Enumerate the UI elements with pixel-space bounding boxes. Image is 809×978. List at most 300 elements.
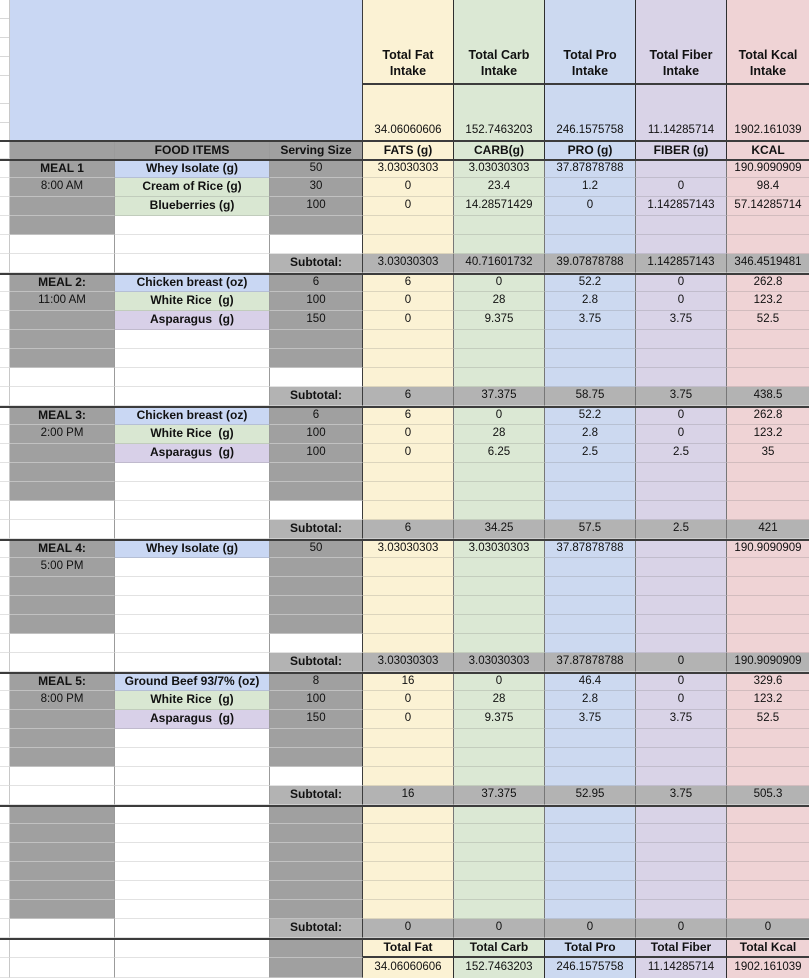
pro-cell[interactable] bbox=[545, 900, 636, 919]
fats-cell[interactable] bbox=[363, 634, 454, 653]
fats-cell[interactable] bbox=[363, 748, 454, 767]
carb-cell[interactable] bbox=[454, 577, 545, 596]
kcal-cell[interactable] bbox=[727, 463, 809, 482]
subtotal-carb-cell[interactable]: 0 bbox=[454, 919, 545, 938]
fats-cell[interactable] bbox=[363, 216, 454, 235]
subtotal-pro-cell[interactable]: 57.5 bbox=[545, 520, 636, 539]
carb-cell[interactable]: 9.375 bbox=[454, 710, 545, 729]
meal-spacer-cell[interactable] bbox=[10, 615, 115, 634]
pro-cell[interactable] bbox=[545, 862, 636, 881]
serving-size-cell[interactable] bbox=[270, 634, 363, 653]
fats-cell[interactable] bbox=[363, 729, 454, 748]
carb-cell[interactable] bbox=[454, 349, 545, 368]
pro-column-header[interactable]: PRO (g) bbox=[545, 142, 636, 159]
food-item-cell[interactable]: Asparagus (g) bbox=[115, 710, 270, 729]
fiber-cell[interactable] bbox=[636, 577, 727, 596]
kcal-cell[interactable]: 262.8 bbox=[727, 408, 809, 425]
pro-cell[interactable]: 3.75 bbox=[545, 311, 636, 330]
kcal-cell[interactable]: 262.8 bbox=[727, 275, 809, 292]
serving-size-cell[interactable] bbox=[270, 807, 363, 824]
fiber-cell[interactable]: 0 bbox=[636, 275, 727, 292]
subtotal-pro-cell[interactable]: 0 bbox=[545, 919, 636, 938]
meal-label-cell[interactable]: MEAL 4: bbox=[10, 541, 115, 558]
fats-cell[interactable]: 3.03030303 bbox=[363, 541, 454, 558]
fiber-cell[interactable] bbox=[636, 881, 727, 900]
subtotal-kcal-cell[interactable]: 190.9090909 bbox=[727, 653, 809, 672]
fiber-cell[interactable]: 0 bbox=[636, 292, 727, 311]
subtotal-kcal-cell[interactable]: 346.4519481 bbox=[727, 254, 809, 273]
kcal-cell[interactable]: 123.2 bbox=[727, 292, 809, 311]
carb-cell[interactable]: 3.03030303 bbox=[454, 541, 545, 558]
fats-cell[interactable] bbox=[363, 501, 454, 520]
fats-cell[interactable]: 0 bbox=[363, 292, 454, 311]
kcal-cell[interactable] bbox=[727, 824, 809, 843]
pro-cell[interactable] bbox=[545, 463, 636, 482]
subtotal-kcal-cell[interactable]: 505.3 bbox=[727, 786, 809, 805]
food-item-cell[interactable]: Chicken breast (oz) bbox=[115, 275, 270, 292]
carb-cell[interactable] bbox=[454, 634, 545, 653]
meal-spacer-cell[interactable] bbox=[10, 463, 115, 482]
meal-spacer-cell[interactable] bbox=[10, 235, 115, 254]
fats-cell[interactable] bbox=[363, 862, 454, 881]
pro-cell[interactable] bbox=[545, 482, 636, 501]
carb-cell[interactable] bbox=[454, 767, 545, 786]
fats-cell[interactable] bbox=[363, 824, 454, 843]
meal-time-cell[interactable] bbox=[10, 824, 115, 843]
fiber-cell[interactable] bbox=[636, 767, 727, 786]
fats-cell[interactable]: 0 bbox=[363, 444, 454, 463]
kcal-cell[interactable]: 52.5 bbox=[727, 311, 809, 330]
fiber-cell[interactable] bbox=[636, 596, 727, 615]
fats-cell[interactable] bbox=[363, 577, 454, 596]
total-carb-value[interactable]: 152.7463203 bbox=[454, 958, 545, 978]
fiber-cell[interactable] bbox=[636, 558, 727, 577]
serving-size-cell[interactable] bbox=[270, 615, 363, 634]
subtotal-pro-cell[interactable]: 52.95 bbox=[545, 786, 636, 805]
kcal-cell[interactable] bbox=[727, 881, 809, 900]
serving-size-cell[interactable]: 100 bbox=[270, 292, 363, 311]
subtotal-fats-cell[interactable]: 3.03030303 bbox=[363, 653, 454, 672]
food-item-cell[interactable] bbox=[115, 653, 270, 672]
carb-cell[interactable]: 23.4 bbox=[454, 178, 545, 197]
carb-cell[interactable] bbox=[454, 368, 545, 387]
kcal-cell[interactable] bbox=[727, 767, 809, 786]
subtotal-carb-cell[interactable]: 37.375 bbox=[454, 387, 545, 406]
food-item-cell[interactable] bbox=[115, 881, 270, 900]
serving-size-cell[interactable] bbox=[270, 596, 363, 615]
carb-cell[interactable] bbox=[454, 501, 545, 520]
fiber-cell[interactable]: 0 bbox=[636, 408, 727, 425]
food-item-cell[interactable]: Asparagus (g) bbox=[115, 444, 270, 463]
fats-cell[interactable] bbox=[363, 482, 454, 501]
food-item-cell[interactable] bbox=[115, 596, 270, 615]
top-left-blue-area[interactable] bbox=[10, 85, 363, 140]
carb-column-header[interactable]: CARB(g) bbox=[454, 142, 545, 159]
carb-cell[interactable]: 0 bbox=[454, 408, 545, 425]
food-item-cell[interactable] bbox=[115, 387, 270, 406]
kcal-cell[interactable] bbox=[727, 900, 809, 919]
fats-column-header[interactable]: FATS (g) bbox=[363, 142, 454, 159]
kcal-cell[interactable] bbox=[727, 368, 809, 387]
pro-cell[interactable] bbox=[545, 615, 636, 634]
fats-cell[interactable]: 6 bbox=[363, 275, 454, 292]
fiber-cell[interactable] bbox=[636, 807, 727, 824]
carb-cell[interactable]: 0 bbox=[454, 674, 545, 691]
food-item-cell[interactable] bbox=[115, 634, 270, 653]
kcal-cell[interactable] bbox=[727, 807, 809, 824]
serving-size-cell[interactable] bbox=[270, 900, 363, 919]
meal-spacer-cell[interactable] bbox=[10, 900, 115, 919]
carb-cell[interactable] bbox=[454, 748, 545, 767]
pro-cell[interactable]: 52.2 bbox=[545, 275, 636, 292]
serving-size-cell[interactable]: 50 bbox=[270, 161, 363, 178]
fiber-cell[interactable] bbox=[636, 634, 727, 653]
pro-cell[interactable] bbox=[545, 634, 636, 653]
fiber-cell[interactable] bbox=[636, 463, 727, 482]
carb-cell[interactable]: 6.25 bbox=[454, 444, 545, 463]
total-fiber-intake-header[interactable]: Total Fiber Intake bbox=[636, 0, 727, 85]
kcal-column-header[interactable]: KCAL bbox=[727, 142, 809, 159]
meal-spacer-cell[interactable] bbox=[10, 729, 115, 748]
meal-spacer-cell[interactable] bbox=[10, 843, 115, 862]
kcal-cell[interactable]: 190.9090909 bbox=[727, 541, 809, 558]
meal-spacer-cell[interactable] bbox=[10, 940, 115, 958]
fats-cell[interactable]: 0 bbox=[363, 710, 454, 729]
serving-size-cell[interactable]: 100 bbox=[270, 691, 363, 710]
carb-cell[interactable] bbox=[454, 482, 545, 501]
pro-cell[interactable]: 0 bbox=[545, 197, 636, 216]
kcal-cell[interactable] bbox=[727, 634, 809, 653]
pro-cell[interactable] bbox=[545, 843, 636, 862]
food-item-cell[interactable] bbox=[115, 235, 270, 254]
carb-cell[interactable] bbox=[454, 862, 545, 881]
total-pro-label[interactable]: Total Pro bbox=[545, 940, 636, 958]
carb-cell[interactable] bbox=[454, 615, 545, 634]
serving-size-cell[interactable] bbox=[270, 558, 363, 577]
total-fiber-label[interactable]: Total Fiber bbox=[636, 940, 727, 958]
food-item-cell[interactable] bbox=[115, 520, 270, 539]
fiber-cell[interactable]: 2.5 bbox=[636, 444, 727, 463]
pro-cell[interactable] bbox=[545, 807, 636, 824]
carb-cell[interactable] bbox=[454, 235, 545, 254]
serving-size-header[interactable]: Serving Size bbox=[270, 142, 363, 159]
carb-cell[interactable] bbox=[454, 729, 545, 748]
fats-cell[interactable]: 0 bbox=[363, 178, 454, 197]
total-kcal-label[interactable]: Total Kcal bbox=[727, 940, 809, 958]
serving-size-cell[interactable]: 100 bbox=[270, 444, 363, 463]
top-left-blue-area[interactable] bbox=[10, 0, 363, 85]
meal-spacer-cell[interactable] bbox=[10, 330, 115, 349]
pro-cell[interactable] bbox=[545, 501, 636, 520]
kcal-cell[interactable] bbox=[727, 349, 809, 368]
subtotal-pro-cell[interactable]: 58.75 bbox=[545, 387, 636, 406]
meal-label-cell[interactable]: MEAL 2: bbox=[10, 275, 115, 292]
serving-size-cell[interactable] bbox=[270, 748, 363, 767]
carb-cell[interactable] bbox=[454, 216, 545, 235]
fats-cell[interactable] bbox=[363, 235, 454, 254]
food-item-cell[interactable] bbox=[115, 824, 270, 843]
serving-size-cell[interactable] bbox=[270, 862, 363, 881]
pro-cell[interactable] bbox=[545, 349, 636, 368]
pro-cell[interactable] bbox=[545, 824, 636, 843]
food-item-cell[interactable] bbox=[115, 368, 270, 387]
serving-size-cell[interactable]: 100 bbox=[270, 425, 363, 444]
food-item-cell[interactable] bbox=[115, 940, 270, 958]
meal-spacer-cell[interactable] bbox=[10, 444, 115, 463]
fiber-cell[interactable] bbox=[636, 824, 727, 843]
carb-cell[interactable] bbox=[454, 900, 545, 919]
meal-spacer-cell[interactable] bbox=[10, 881, 115, 900]
total-fat-intake-value[interactable]: 34.06060606 bbox=[363, 85, 454, 140]
kcal-cell[interactable] bbox=[727, 501, 809, 520]
fats-cell[interactable] bbox=[363, 900, 454, 919]
serving-size-cell[interactable]: 30 bbox=[270, 178, 363, 197]
food-item-cell[interactable] bbox=[115, 807, 270, 824]
serving-size-cell[interactable] bbox=[270, 767, 363, 786]
fats-cell[interactable]: 6 bbox=[363, 408, 454, 425]
serving-size-cell[interactable] bbox=[270, 368, 363, 387]
food-item-cell[interactable]: Asparagus (g) bbox=[115, 311, 270, 330]
meal-spacer-cell[interactable] bbox=[10, 786, 115, 805]
meal-spacer-cell[interactable] bbox=[10, 634, 115, 653]
pro-cell[interactable] bbox=[545, 881, 636, 900]
meal-label-cell[interactable]: MEAL 5: bbox=[10, 674, 115, 691]
carb-cell[interactable]: 28 bbox=[454, 425, 545, 444]
serving-size-cell[interactable]: 50 bbox=[270, 541, 363, 558]
meal-spacer-cell[interactable] bbox=[10, 520, 115, 539]
subtotal-fats-cell[interactable]: 16 bbox=[363, 786, 454, 805]
subtotal-carb-cell[interactable]: 3.03030303 bbox=[454, 653, 545, 672]
fats-cell[interactable] bbox=[363, 368, 454, 387]
meal-time-cell[interactable]: 8:00 PM bbox=[10, 691, 115, 710]
carb-cell[interactable]: 3.03030303 bbox=[454, 161, 545, 178]
fats-cell[interactable] bbox=[363, 596, 454, 615]
meal-spacer-cell[interactable] bbox=[10, 387, 115, 406]
meal-spacer-cell[interactable] bbox=[10, 748, 115, 767]
subtotal-label-cell[interactable]: Subtotal: bbox=[270, 387, 363, 406]
total-pro-value[interactable]: 246.1575758 bbox=[545, 958, 636, 978]
total-carb-label[interactable]: Total Carb bbox=[454, 940, 545, 958]
total-fat-intake-header[interactable]: Total Fat Intake bbox=[363, 0, 454, 85]
kcal-cell[interactable] bbox=[727, 748, 809, 767]
serving-size-cell[interactable] bbox=[270, 463, 363, 482]
meal-spacer-cell[interactable] bbox=[10, 596, 115, 615]
food-item-cell[interactable] bbox=[115, 862, 270, 881]
food-item-cell[interactable]: Whey Isolate (g) bbox=[115, 161, 270, 178]
total-kcal-value[interactable]: 1902.161039 bbox=[727, 958, 809, 978]
fiber-cell[interactable] bbox=[636, 862, 727, 881]
fiber-cell[interactable] bbox=[636, 541, 727, 558]
fiber-cell[interactable] bbox=[636, 843, 727, 862]
fats-cell[interactable] bbox=[363, 330, 454, 349]
subtotal-fiber-cell[interactable]: 0 bbox=[636, 919, 727, 938]
fats-cell[interactable]: 0 bbox=[363, 425, 454, 444]
pro-cell[interactable] bbox=[545, 729, 636, 748]
carb-cell[interactable] bbox=[454, 463, 545, 482]
fats-cell[interactable] bbox=[363, 843, 454, 862]
kcal-cell[interactable]: 35 bbox=[727, 444, 809, 463]
meal-spacer-cell[interactable] bbox=[10, 958, 115, 978]
fats-cell[interactable]: 16 bbox=[363, 674, 454, 691]
subtotal-label-cell[interactable]: Subtotal: bbox=[270, 254, 363, 273]
serving-size-cell[interactable] bbox=[270, 940, 363, 958]
fats-cell[interactable]: 0 bbox=[363, 197, 454, 216]
kcal-cell[interactable]: 329.6 bbox=[727, 674, 809, 691]
total-kcal-intake-value[interactable]: 1902.161039 bbox=[727, 85, 809, 140]
fiber-cell[interactable]: 3.75 bbox=[636, 710, 727, 729]
subtotal-fiber-cell[interactable]: 1.142857143 bbox=[636, 254, 727, 273]
fiber-cell[interactable]: 0 bbox=[636, 674, 727, 691]
food-item-cell[interactable] bbox=[115, 767, 270, 786]
meal-spacer-cell[interactable] bbox=[10, 862, 115, 881]
pro-cell[interactable]: 52.2 bbox=[545, 408, 636, 425]
total-kcal-intake-header[interactable]: Total Kcal Intake bbox=[727, 0, 809, 85]
food-item-cell[interactable] bbox=[115, 615, 270, 634]
kcal-cell[interactable] bbox=[727, 558, 809, 577]
total-fiber-value[interactable]: 11.14285714 bbox=[636, 958, 727, 978]
food-item-cell[interactable] bbox=[115, 748, 270, 767]
fats-cell[interactable]: 3.03030303 bbox=[363, 161, 454, 178]
serving-size-cell[interactable] bbox=[270, 729, 363, 748]
food-item-cell[interactable]: White Rice (g) bbox=[115, 292, 270, 311]
pro-cell[interactable]: 3.75 bbox=[545, 710, 636, 729]
pro-cell[interactable] bbox=[545, 596, 636, 615]
food-item-cell[interactable]: White Rice (g) bbox=[115, 425, 270, 444]
subtotal-label-cell[interactable]: Subtotal: bbox=[270, 919, 363, 938]
total-carb-intake-header[interactable]: Total Carb Intake bbox=[454, 0, 545, 85]
meal-spacer-cell[interactable] bbox=[10, 197, 115, 216]
food-items-header[interactable]: FOOD ITEMS bbox=[115, 142, 270, 159]
food-item-cell[interactable] bbox=[115, 900, 270, 919]
food-item-cell[interactable] bbox=[115, 349, 270, 368]
fiber-cell[interactable]: 0 bbox=[636, 691, 727, 710]
pro-cell[interactable]: 2.8 bbox=[545, 425, 636, 444]
total-pro-intake-value[interactable]: 246.1575758 bbox=[545, 85, 636, 140]
fats-cell[interactable]: 0 bbox=[363, 691, 454, 710]
meal-spacer-cell[interactable] bbox=[10, 653, 115, 672]
fiber-cell[interactable] bbox=[636, 501, 727, 520]
meal-time-cell[interactable]: 8:00 AM bbox=[10, 178, 115, 197]
serving-size-cell[interactable]: 6 bbox=[270, 275, 363, 292]
fiber-cell[interactable] bbox=[636, 748, 727, 767]
subtotal-fiber-cell[interactable]: 0 bbox=[636, 653, 727, 672]
carb-cell[interactable] bbox=[454, 558, 545, 577]
fiber-cell[interactable] bbox=[636, 330, 727, 349]
food-item-cell[interactable] bbox=[115, 843, 270, 862]
serving-size-cell[interactable]: 100 bbox=[270, 197, 363, 216]
food-item-cell[interactable] bbox=[115, 216, 270, 235]
meal-spacer-cell[interactable] bbox=[10, 501, 115, 520]
fats-cell[interactable] bbox=[363, 349, 454, 368]
fiber-cell[interactable] bbox=[636, 368, 727, 387]
subtotal-fiber-cell[interactable]: 2.5 bbox=[636, 520, 727, 539]
food-item-cell[interactable] bbox=[115, 463, 270, 482]
carb-cell[interactable] bbox=[454, 881, 545, 900]
kcal-cell[interactable] bbox=[727, 482, 809, 501]
kcal-cell[interactable]: 123.2 bbox=[727, 425, 809, 444]
meal-spacer-cell[interactable] bbox=[10, 368, 115, 387]
pro-cell[interactable] bbox=[545, 558, 636, 577]
fats-cell[interactable] bbox=[363, 807, 454, 824]
serving-size-cell[interactable]: 8 bbox=[270, 674, 363, 691]
pro-cell[interactable] bbox=[545, 368, 636, 387]
kcal-cell[interactable]: 190.9090909 bbox=[727, 161, 809, 178]
food-item-cell[interactable] bbox=[115, 577, 270, 596]
serving-size-cell[interactable] bbox=[270, 235, 363, 254]
fats-cell[interactable] bbox=[363, 615, 454, 634]
pro-cell[interactable] bbox=[545, 748, 636, 767]
meal-spacer-cell[interactable] bbox=[10, 349, 115, 368]
pro-cell[interactable]: 2.5 bbox=[545, 444, 636, 463]
total-carb-intake-value[interactable]: 152.7463203 bbox=[454, 85, 545, 140]
food-item-cell[interactable] bbox=[115, 501, 270, 520]
kcal-cell[interactable] bbox=[727, 862, 809, 881]
carb-cell[interactable] bbox=[454, 596, 545, 615]
carb-cell[interactable] bbox=[454, 330, 545, 349]
meal-label-cell[interactable]: MEAL 3: bbox=[10, 408, 115, 425]
meal-time-cell[interactable]: 5:00 PM bbox=[10, 558, 115, 577]
fiber-cell[interactable] bbox=[636, 161, 727, 178]
kcal-cell[interactable]: 52.5 bbox=[727, 710, 809, 729]
kcal-cell[interactable] bbox=[727, 577, 809, 596]
fiber-cell[interactable] bbox=[636, 615, 727, 634]
total-fat-value[interactable]: 34.06060606 bbox=[363, 958, 454, 978]
meal-spacer-cell[interactable] bbox=[10, 710, 115, 729]
serving-size-cell[interactable] bbox=[270, 881, 363, 900]
subtotal-fats-cell[interactable]: 6 bbox=[363, 520, 454, 539]
subtotal-kcal-cell[interactable]: 438.5 bbox=[727, 387, 809, 406]
meal-spacer-cell[interactable] bbox=[10, 919, 115, 938]
carb-cell[interactable] bbox=[454, 807, 545, 824]
total-fat-label[interactable]: Total Fat bbox=[363, 940, 454, 958]
serving-size-cell[interactable] bbox=[270, 843, 363, 862]
meal-spacer-cell[interactable] bbox=[10, 311, 115, 330]
kcal-cell[interactable] bbox=[727, 330, 809, 349]
kcal-cell[interactable] bbox=[727, 235, 809, 254]
fiber-cell[interactable] bbox=[636, 900, 727, 919]
food-item-cell[interactable] bbox=[115, 958, 270, 978]
food-item-cell[interactable]: Blueberries (g) bbox=[115, 197, 270, 216]
meal-time-cell[interactable]: 2:00 PM bbox=[10, 425, 115, 444]
meal-spacer-cell[interactable] bbox=[10, 767, 115, 786]
pro-cell[interactable]: 2.8 bbox=[545, 691, 636, 710]
subtotal-fiber-cell[interactable]: 3.75 bbox=[636, 786, 727, 805]
pro-cell[interactable] bbox=[545, 216, 636, 235]
serving-size-cell[interactable] bbox=[270, 958, 363, 978]
carb-cell[interactable]: 9.375 bbox=[454, 311, 545, 330]
serving-size-cell[interactable] bbox=[270, 330, 363, 349]
food-item-cell[interactable] bbox=[115, 558, 270, 577]
pro-cell[interactable]: 46.4 bbox=[545, 674, 636, 691]
serving-size-cell[interactable] bbox=[270, 577, 363, 596]
subtotal-carb-cell[interactable]: 37.375 bbox=[454, 786, 545, 805]
pro-cell[interactable] bbox=[545, 235, 636, 254]
serving-size-cell[interactable] bbox=[270, 349, 363, 368]
food-item-cell[interactable] bbox=[115, 919, 270, 938]
meal-spacer-cell[interactable] bbox=[10, 216, 115, 235]
meal-spacer-cell[interactable] bbox=[10, 254, 115, 273]
pro-cell[interactable] bbox=[545, 767, 636, 786]
subtotal-label-cell[interactable]: Subtotal: bbox=[270, 653, 363, 672]
subtotal-label-cell[interactable]: Subtotal: bbox=[270, 786, 363, 805]
carb-cell[interactable]: 28 bbox=[454, 292, 545, 311]
fiber-cell[interactable] bbox=[636, 235, 727, 254]
serving-size-cell[interactable]: 150 bbox=[270, 311, 363, 330]
serving-size-cell[interactable] bbox=[270, 482, 363, 501]
meal-spacer-cell[interactable] bbox=[10, 482, 115, 501]
fats-cell[interactable] bbox=[363, 881, 454, 900]
food-item-cell[interactable]: Chicken breast (oz) bbox=[115, 408, 270, 425]
